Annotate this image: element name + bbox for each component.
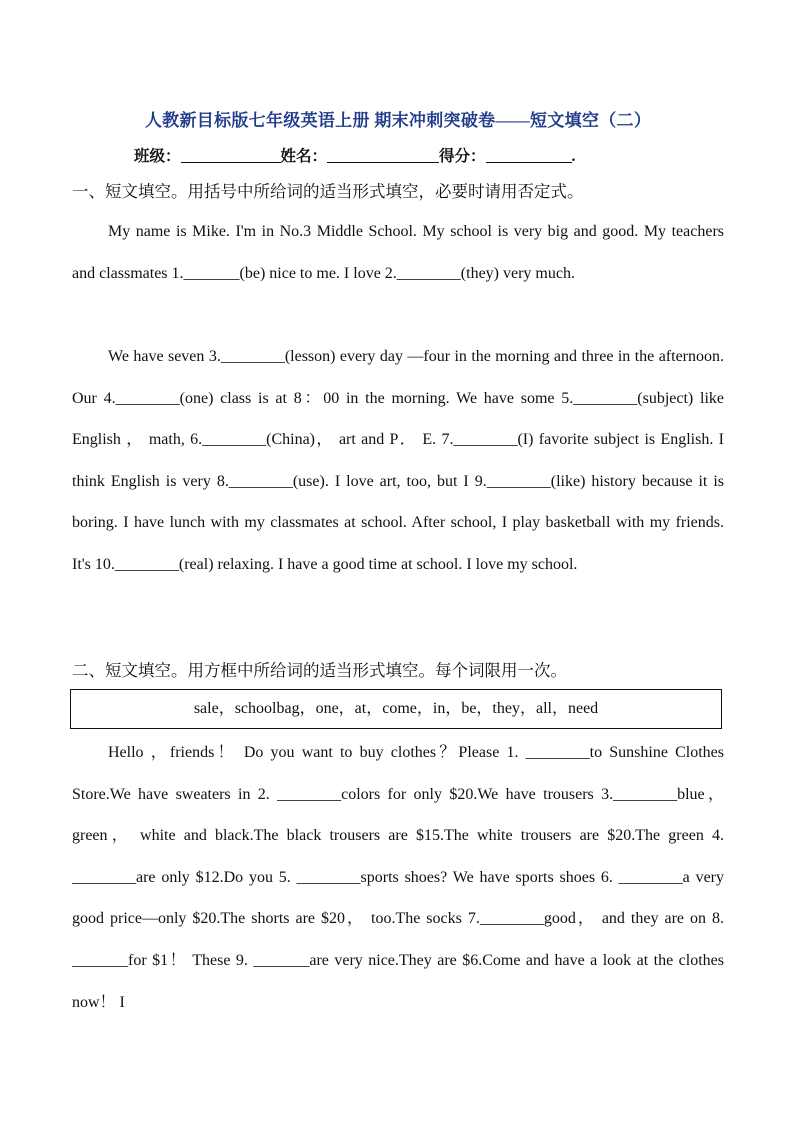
section2-passage-text: Hello ，friends！ Do you want to buy clothes？Please 1. ________to Sunshine Clothes Store.We have sweaters in 2. ________colors for only $20.We have trousers 3.________blue， green， white and black.The black trousers are $15.The white trousers are $20.The green 4. ________are only $12.Do you 5. ________sports shoes? We have sports shoes 6. ________a very good price—only $20.The shorts are $20， too.The socks 7.________good， and they are on 8. _______for $1！ These 9. _______are very nice.They are $6.Come and have a look at the clothes now！ I (72, 744, 724, 1011)
end-mark: . (571, 148, 576, 165)
class-label: 班级： (134, 148, 181, 165)
score-label: 得分： (439, 148, 486, 165)
name-label: 姓名： (280, 148, 328, 165)
section1-passage2-text: We have seven 3.________(lesson) every day —four in the morning and three in the afternoon. Our 4.________(one) class is at 8：00 in the morning. We have some 5.________(subject) like English ， math, 6.________(China)， art and P． E. 7.________(I) favorite subject is English. I think English is very 8.________(use). I love art, too, but I 9.________(like) history because it is boring. I have lunch with my classmates at school. After school, I play basketball with my friends. It's 10.________(real) relaxing. I have a good time at school. I love my school. (72, 348, 724, 573)
section1-passage-paragraph-2 (72, 336, 724, 586)
section1-heading: 一、短文填空。用括号中所给词的适当形式填空，必要时请用否定式。 (72, 182, 584, 201)
section2-heading: 二、短文填空。用方框中所给词的适当形式填空。每个词限用一次。 (72, 661, 567, 680)
name-blank[interactable] (327, 148, 439, 163)
class-blank[interactable] (181, 148, 281, 163)
section1-passage-paragraph-1 (72, 211, 724, 294)
page-title: 人教新目标版七年级英语上册 期末冲刺突破卷——短文填空（二） (144, 111, 652, 130)
word-bank-box: sale，schoolbag，one，at，come，in，be，they，all，need (70, 689, 722, 729)
section1-passage-text: My name is Mike. I'm in No.3 Middle School. My school is very big and good. My teachers and classmates 1._______(be) nice to me. I love 2.________(they) very much. (72, 223, 724, 282)
score-blank[interactable] (486, 148, 572, 163)
student-info-line (134, 144, 575, 166)
section2-passage-paragraph (72, 732, 724, 1023)
